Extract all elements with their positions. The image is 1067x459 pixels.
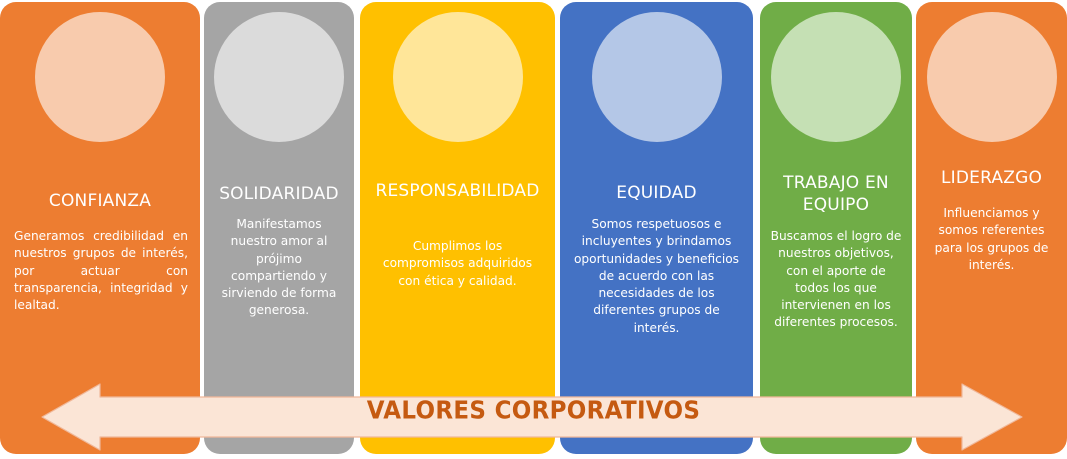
value-description-equidad: Somos respetuosos e incluyentes y brindamos oportunidades y beneficios de acuerdo con las necesidades de los diferentes grupos de interés. — [573, 217, 740, 335]
banner-title: VALORES CORPORATIVOS — [366, 396, 701, 426]
value-title-liderazgo: LIDERAZGO — [940, 168, 1043, 188]
value-description-solidaridad: Manifestamos nuestro amor al prójimo compartiendo y sirviendo de forma generosa. — [221, 217, 337, 318]
value-description-trabajo-en-equipo: Buscamos el logro de nuestros objetivos, con el aporte de todos los que intervienen en los diferentes procesos. — [770, 229, 902, 330]
value-title-trabajo-en-equipo: TRABAJO EN EQUIPO — [783, 173, 889, 215]
value-title-solidaridad: SOLIDARIDAD — [219, 184, 339, 204]
value-title-equidad: EQUIDAD — [616, 183, 697, 203]
value-description-confianza: Generamos credibilidad en nuestros grupos de interés, por actuar con transparencia, integridad y lealtad. — [14, 229, 188, 313]
value-title-confianza: CONFIANZA — [48, 191, 152, 211]
value-description-responsabilidad: Cumplimos los compromisos adquiridos con ética y calidad. — [382, 239, 533, 288]
value-description-liderazgo: Influenciamos y somos referentes para los grupos de interés. — [934, 206, 1049, 272]
value-title-responsabilidad: RESPONSABILIDAD — [375, 181, 540, 201]
